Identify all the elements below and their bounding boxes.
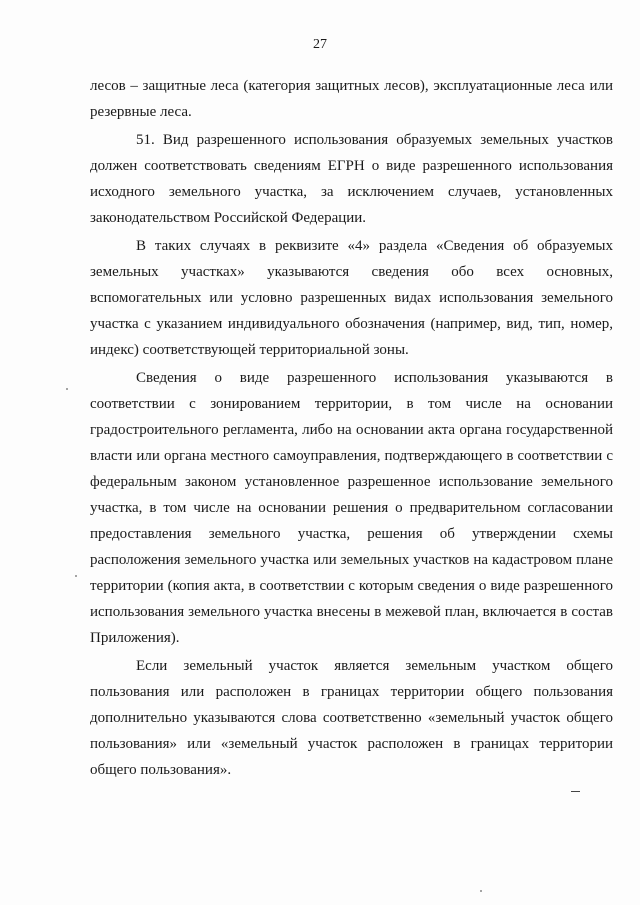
paragraph-usage-info: Сведения о виде разрешенного использования указываются в соответствии с зонированием территории, в том числе на основании градостроительного регламента, либо на основании акта органа государственной власти или органа местного самоуправления, подтверждающего в соответствии с федеральным законом установленное разрешенное использование земельного участка, в том числе на основании решения о предварительном согласовании предоставления земельного участка, решения об утверждении схемы расположения земельного участка или земельных участков на кадастровом плане территории (копия акта, в соответствии с которым сведения о виде разрешенного использования земельного участка внесены в межевой план, включается в состав Приложения). (90, 370, 613, 646)
scan-speck (75, 575, 77, 577)
page-number: 27 (313, 37, 327, 52)
paragraph-public-use: Если земельный участок является земельным участком общего пользования или расположен в границах территории общего пользования дополнительно указываются слова соответственно «земельный участок общего пользования» или «земельный участок расположен в границах территории общего пользования». (90, 658, 613, 778)
scan-speck (66, 388, 68, 390)
document-body (90, 73, 613, 783)
paragraph-special-cases: В таких случаях в реквизите «4» раздела «Сведения об образуемых земельных участках» указываются сведения обо всех основных, вспомогательных или условно разрешенных видах использования земельного участка с указанием индивидуального обозначения (например, вид, тип, номер, индекс) соответствующей территориальной зоны. (90, 238, 613, 358)
paragraph-clause-51: 51. Вид разрешенного использования образуемых земельных участков должен соответствовать сведениям ЕГРН о виде разрешенного использования исходного земельного участка, за исключением случаев, установленных законодательством Российской Федерации. (90, 132, 613, 226)
scan-mark (571, 791, 580, 792)
paragraph-continuation: лесов – защитные леса (категория защитных лесов), эксплуатационные леса или резервные леса. (90, 78, 613, 120)
scan-speck (480, 890, 482, 892)
